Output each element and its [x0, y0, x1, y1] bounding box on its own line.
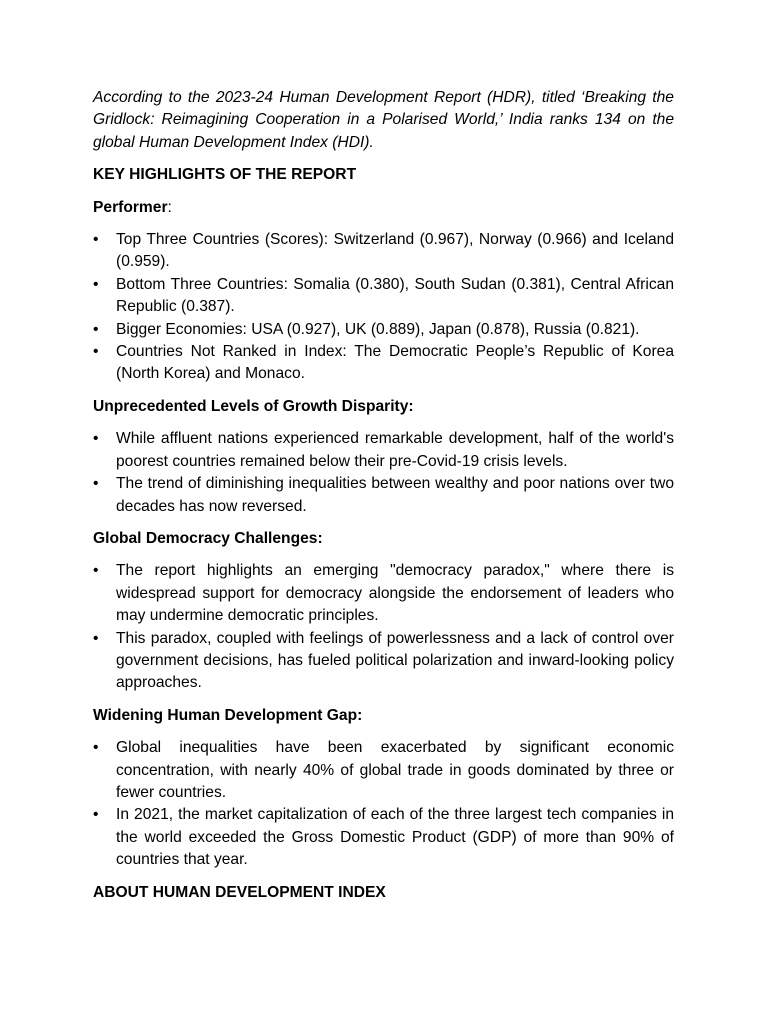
bullet-icon: • [93, 231, 99, 249]
list-item [93, 737, 674, 804]
democracy-list [93, 560, 674, 694]
democracy-heading: Global Democracy Challenges: [93, 529, 323, 547]
bullet-icon: • [93, 806, 99, 824]
performer-heading-colon: : [167, 198, 172, 216]
bullet-icon: • [93, 275, 99, 293]
bullet-icon: • [93, 430, 99, 448]
list-item [93, 274, 674, 319]
document-page [93, 87, 674, 914]
performer-heading [93, 197, 674, 219]
bullet-icon: • [93, 629, 99, 647]
growth-disparity-heading: Unprecedented Levels of Growth Disparity: [93, 397, 414, 415]
list-item [93, 229, 674, 274]
growth-disparity-list [93, 428, 674, 518]
bullet-icon: • [93, 343, 99, 361]
intro-paragraph: According to the 2023-24 Human Development Report (HDR), titled ‘Breaking the Gridlock: Reimagining Cooperation in a Polarised World,’ India ranks 134 on the global Human Development Index (HDI). [93, 89, 674, 151]
list-item [93, 560, 674, 627]
key-highlights-heading: KEY HIGHLIGHTS OF THE REPORT [93, 166, 357, 184]
performer-heading-text: Performer [93, 198, 168, 216]
development-gap-list [93, 737, 674, 871]
list-item-text: The report highlights an emerging "democracy paradox," where there is widespread support for democracy alongside the endorsement of leaders who may undermine democratic principles. [116, 562, 674, 625]
bullet-icon: • [93, 320, 99, 338]
list-item [93, 804, 674, 871]
list-item-text: Bottom Three Countries: Somalia (0.380), South Sudan (0.381), Central African Republic (0.387). [116, 275, 674, 316]
list-item-text: The trend of diminishing inequalities between wealthy and poor nations over two decades has now reversed. [116, 475, 674, 515]
list-item [93, 428, 674, 473]
bullet-icon: • [93, 739, 99, 757]
list-item [93, 341, 674, 386]
list-item-text: This paradox, coupled with feelings of powerlessness and a lack of control over government decisions, has fueled political polarization and inward-looking policy approaches. [116, 629, 674, 692]
list-item-text: In 2021, the market capitalization of each of the three largest tech companies in the world exceeded the Gross Domestic Product (GDP) of more than 90% of countries that year. [116, 806, 674, 869]
list-item-text: Countries Not Ranked in Index: The Democratic People’s Republic of Korea (North Korea) and Monaco. [116, 343, 674, 383]
bullet-icon: • [93, 475, 99, 493]
list-item-text: While affluent nations experienced remarkable development, half of the world's poorest countries remained below their pre-Covid-19 crisis levels. [116, 430, 674, 470]
about-hdi-heading: ABOUT HUMAN DEVELOPMENT INDEX [93, 883, 386, 901]
bullet-icon: • [93, 562, 99, 580]
list-item [93, 628, 674, 695]
list-item-text: Top Three Countries (Scores): Switzerland (0.967), Norway (0.966) and Iceland (0.959). [116, 231, 674, 271]
list-item [93, 319, 674, 341]
list-item [93, 473, 674, 518]
performer-list [93, 229, 674, 386]
list-item-text: Global inequalities have been exacerbated by significant economic concentration, with nearly 40% of global trade in goods dominated by three or fewer countries. [116, 739, 674, 801]
list-item-text: Bigger Economies: USA (0.927), UK (0.889), Japan (0.878), Russia (0.821). [116, 320, 640, 338]
development-gap-heading: Widening Human Development Gap: [93, 706, 363, 724]
